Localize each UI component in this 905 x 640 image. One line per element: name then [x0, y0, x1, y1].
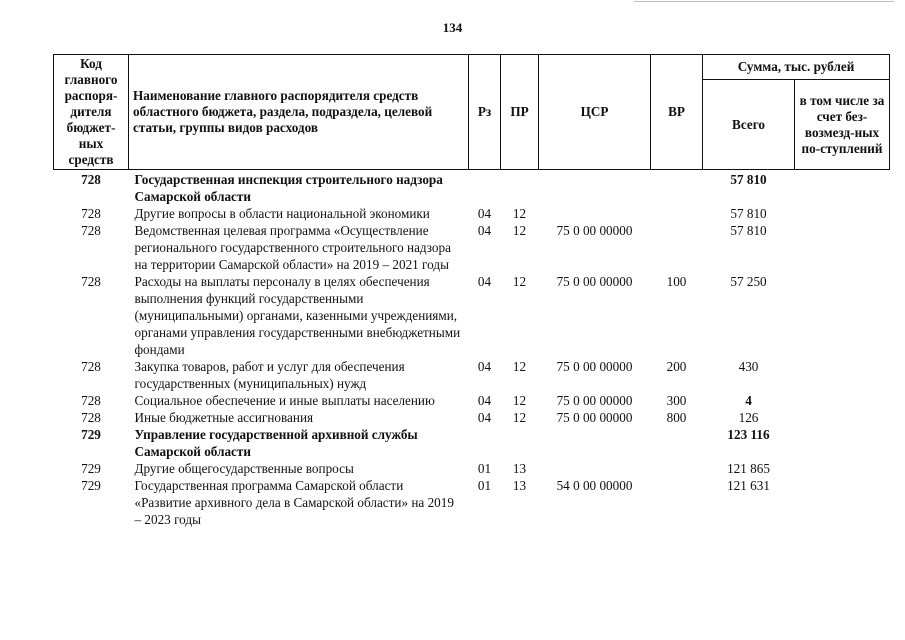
table-row [54, 426, 890, 460]
cell-total: 126 [738, 410, 759, 425]
cell-code: 728 [81, 206, 101, 221]
cell-total: 121 631 [727, 478, 770, 493]
cell-rz [469, 426, 501, 460]
table-row [54, 409, 890, 426]
cell-pr: 13 [512, 461, 527, 476]
cell-csr [539, 170, 651, 206]
cell-total: 57 250 [730, 274, 767, 289]
cell-name: Управление государственной архивной службы Самарской области [134, 427, 418, 459]
cell-code: 729 [81, 478, 101, 493]
header-name: Наименование главного распорядителя средств областного бюджета, раздела, подраздела, целевой статьи, группы видов расходов [129, 55, 469, 170]
cell-rz: 04 [477, 410, 492, 425]
cell-vr [651, 222, 703, 273]
scan-edge-mark [634, 1, 894, 2]
cell-name: Расходы на выплаты персоналу в целях обеспечения выполнения функций государственными (муниципальными) органами, казенными учреждениями, органами управления государственными внебюджетными фондами [134, 274, 461, 357]
cell-vr [651, 426, 703, 460]
cell-gratuitous [795, 358, 890, 392]
cell-name: Другие вопросы в области национальной экономики [134, 206, 430, 221]
cell-code: 728 [81, 393, 101, 408]
cell-total: 57 810 [730, 206, 767, 221]
cell-gratuitous [795, 426, 890, 460]
cell-name: Ведомственная целевая программа «Осуществление регионального государственного строительного надзора на территории Самарской области» на 2019 – 2021 годы [134, 223, 451, 272]
cell-code: 728 [81, 172, 101, 187]
cell-csr [539, 460, 651, 477]
cell-name: Иные бюджетные ассигнования [134, 410, 314, 425]
cell-rz: 04 [477, 393, 492, 408]
table-row [54, 477, 890, 528]
cell-name: Закупка товаров, работ и услуг для обеспечения государственных (муниципальных) нужд [134, 359, 405, 391]
cell-pr: 12 [512, 410, 527, 425]
header-total: Всего [703, 80, 795, 170]
cell-code: 728 [81, 274, 101, 289]
cell-pr: 13 [512, 478, 527, 493]
cell-total: 57 810 [730, 172, 767, 187]
cell-vr: 200 [666, 359, 687, 374]
cell-csr [539, 426, 651, 460]
cell-rz: 01 [477, 478, 492, 493]
cell-vr [651, 477, 703, 528]
cell-total: 4 [745, 393, 752, 408]
cell-total: 57 810 [730, 223, 767, 238]
header-code: Код главного распоря-дителя бюджет-ных средств [54, 55, 129, 170]
table-row [54, 205, 890, 222]
table-row [54, 222, 890, 273]
cell-total: 430 [738, 359, 759, 374]
cell-gratuitous [795, 205, 890, 222]
cell-vr: 800 [666, 410, 687, 425]
cell-rz [469, 170, 501, 206]
cell-gratuitous [795, 460, 890, 477]
header-sum: Сумма, тыс. рублей [703, 55, 890, 80]
cell-pr: 12 [512, 223, 527, 238]
cell-vr: 100 [666, 274, 687, 289]
cell-rz: 04 [477, 206, 492, 221]
table-row [54, 392, 890, 409]
cell-csr [539, 205, 651, 222]
cell-rz: 01 [477, 461, 492, 476]
cell-total: 121 865 [727, 461, 770, 476]
cell-vr [651, 205, 703, 222]
cell-gratuitous [795, 170, 890, 206]
cell-pr: 12 [512, 206, 527, 221]
cell-gratuitous [795, 409, 890, 426]
cell-csr: 75 0 00 00000 [556, 359, 633, 374]
cell-gratuitous [795, 222, 890, 273]
header-csr: ЦСР [539, 55, 651, 170]
cell-total: 123 116 [727, 427, 770, 442]
cell-csr: 75 0 00 00000 [556, 410, 633, 425]
cell-name: Государственная программа Самарской области «Развитие архивного дела в Самарской области» на 2019 – 2023 годы [134, 478, 454, 527]
page-number: 134 [442, 20, 463, 35]
table-body [54, 170, 890, 529]
cell-pr [501, 426, 539, 460]
cell-code: 728 [81, 410, 101, 425]
cell-pr [501, 170, 539, 206]
table-header [54, 55, 890, 170]
table-row [54, 358, 890, 392]
budget-table [53, 54, 890, 528]
header-gratuitous: в том числе за счет без-возмезд-ных по-ступлений [795, 80, 890, 170]
header-vr: ВР [651, 55, 703, 170]
cell-name: Другие общегосударственные вопросы [134, 461, 354, 476]
cell-name: Государственная инспекция строительного надзора Самарской области [134, 172, 443, 204]
header-pr: ПР [501, 55, 539, 170]
cell-csr: 75 0 00 00000 [556, 223, 633, 238]
cell-pr: 12 [512, 393, 527, 408]
cell-gratuitous [795, 477, 890, 528]
cell-csr: 75 0 00 00000 [556, 274, 633, 289]
cell-rz: 04 [477, 274, 492, 289]
cell-gratuitous [795, 392, 890, 409]
cell-code: 728 [81, 359, 101, 374]
cell-vr [651, 170, 703, 206]
cell-code: 728 [81, 223, 101, 238]
cell-csr: 75 0 00 00000 [556, 393, 633, 408]
table-row [54, 170, 890, 206]
cell-gratuitous [795, 273, 890, 358]
cell-pr: 12 [512, 274, 527, 289]
cell-code: 729 [81, 427, 101, 442]
cell-pr: 12 [512, 359, 527, 374]
table-row [54, 460, 890, 477]
cell-name: Социальное обеспечение и иные выплаты населению [134, 393, 435, 408]
table-row [54, 273, 890, 358]
cell-vr [651, 460, 703, 477]
cell-code: 729 [81, 461, 101, 476]
cell-rz: 04 [477, 359, 492, 374]
cell-vr: 300 [666, 393, 687, 408]
cell-rz: 04 [477, 223, 492, 238]
header-rz: Рз [469, 55, 501, 170]
cell-csr: 54 0 00 00000 [556, 478, 633, 493]
